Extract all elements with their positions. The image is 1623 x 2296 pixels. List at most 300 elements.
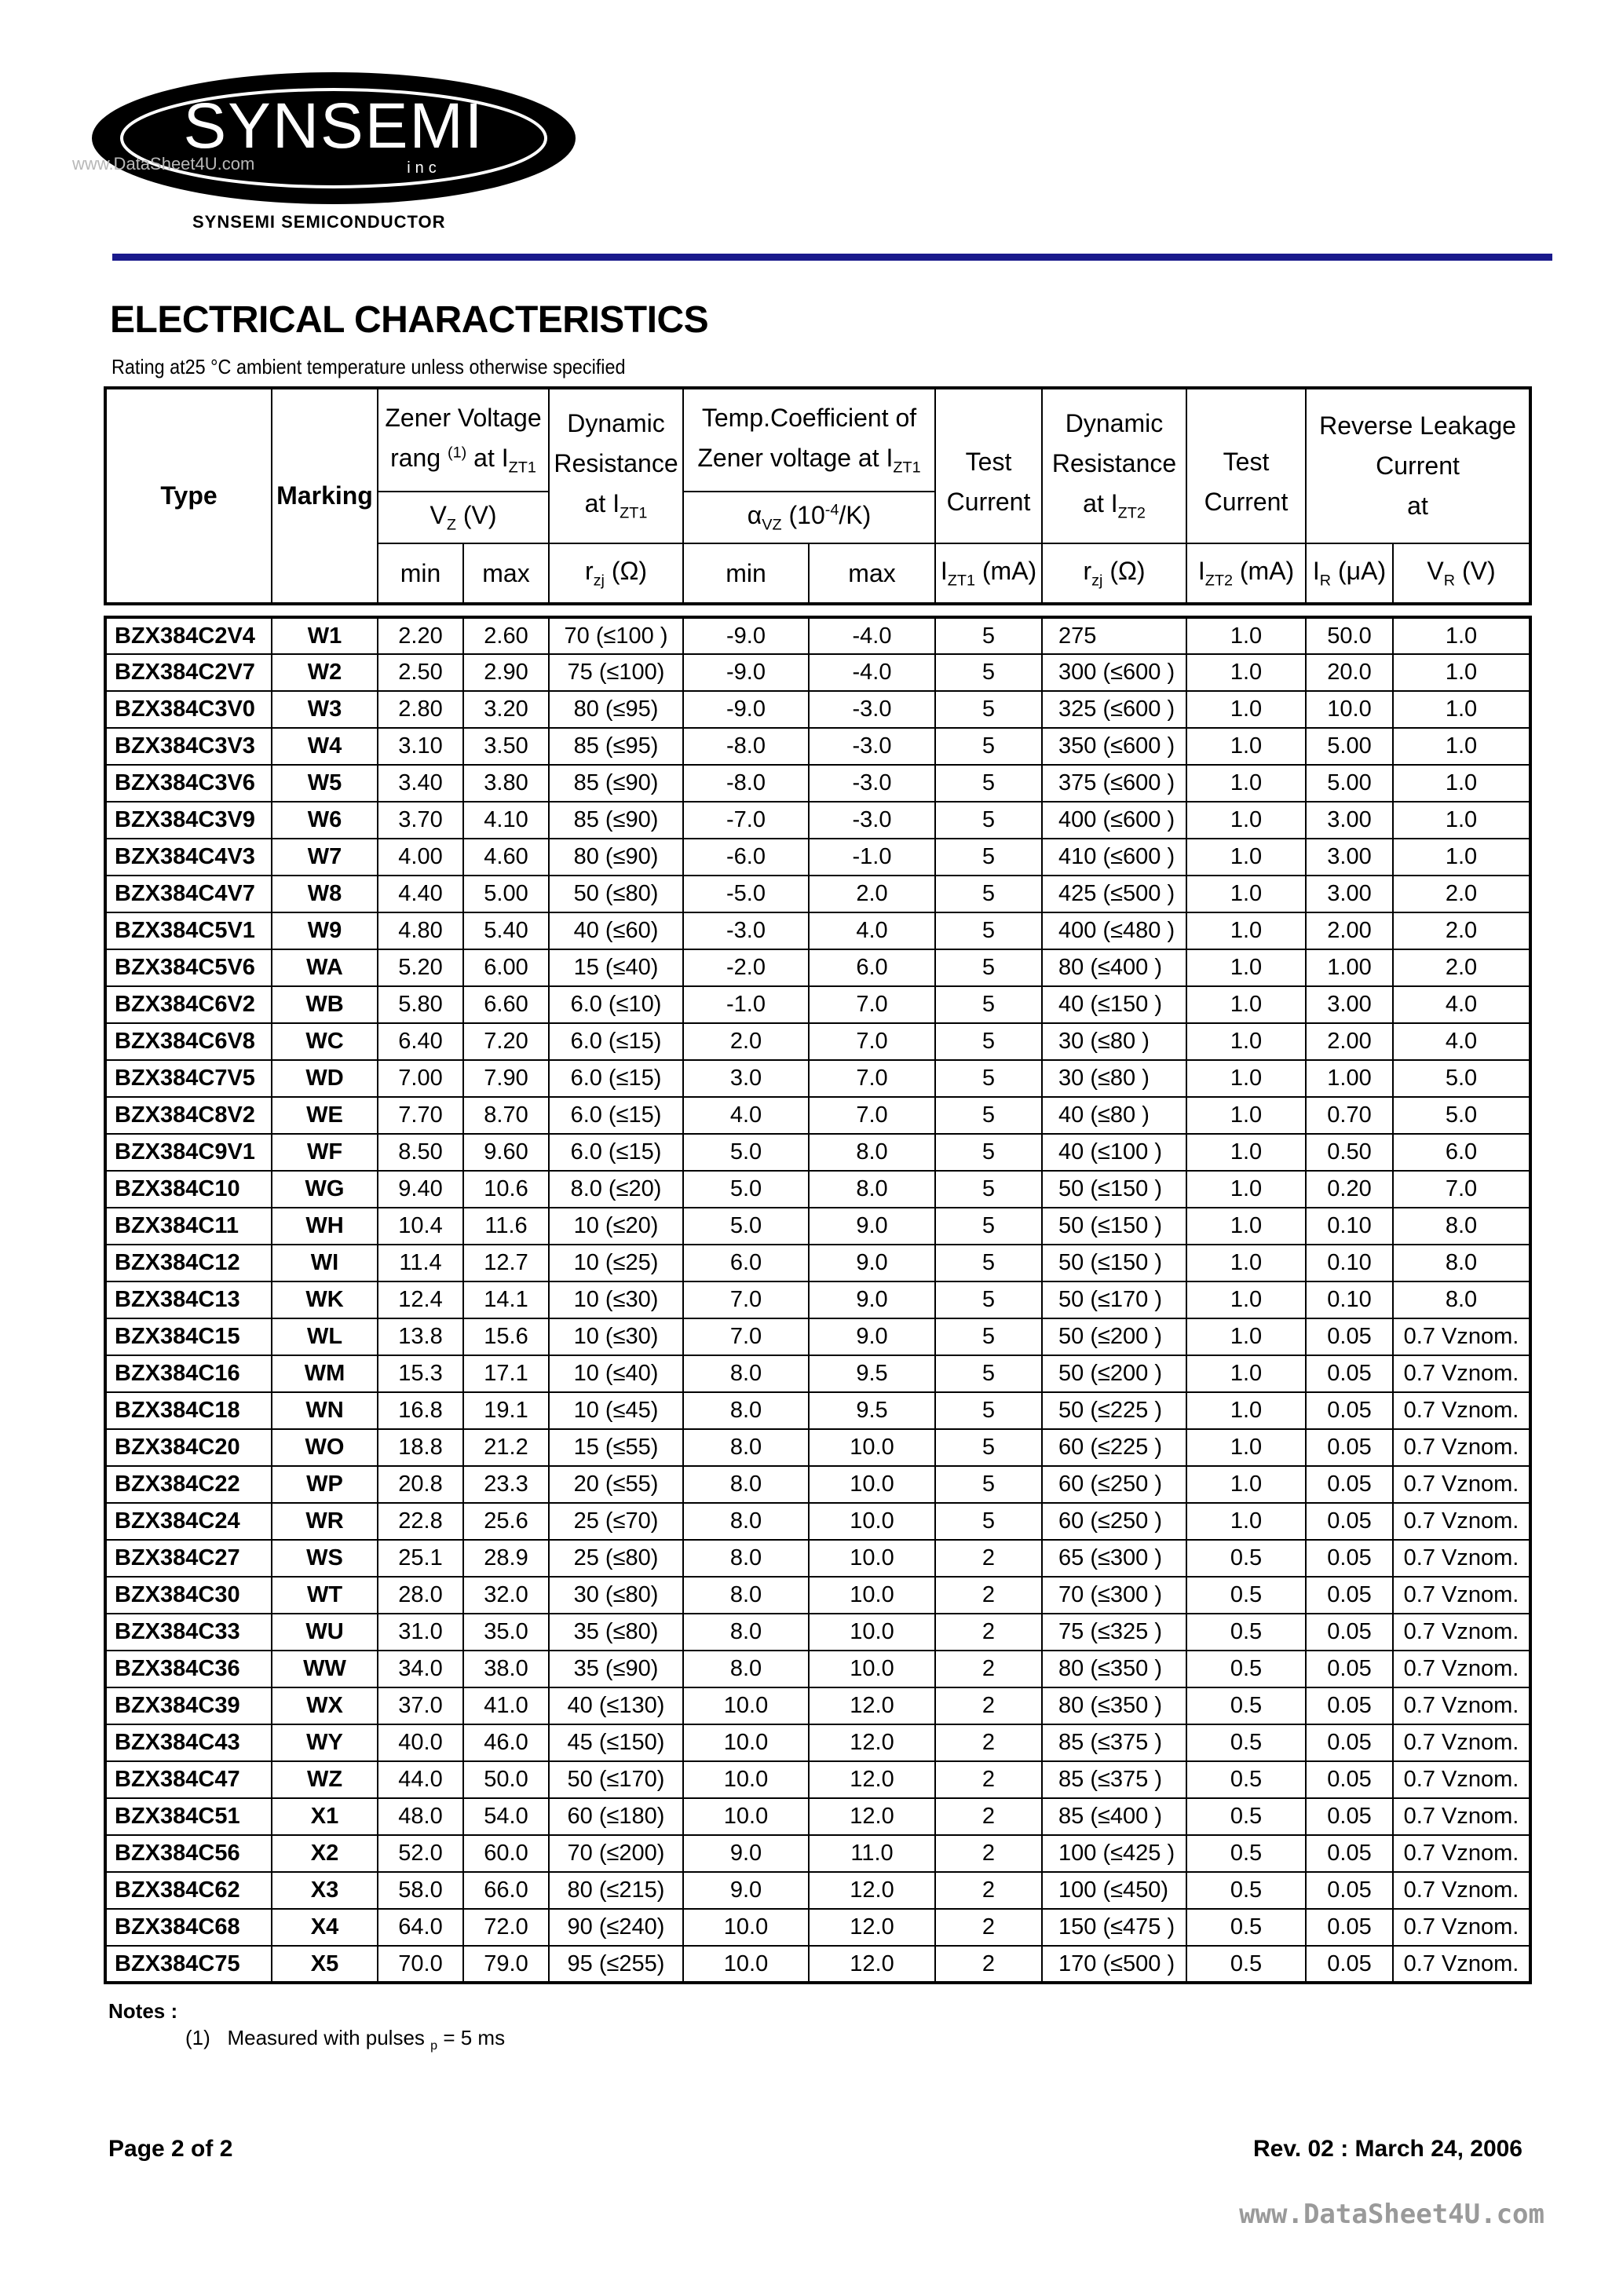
cell-alpha-max: -3.0: [809, 765, 935, 802]
cell-ir: 3.00: [1306, 839, 1393, 876]
table-row: [105, 1872, 1530, 1909]
cell-izt2: 1.0: [1186, 728, 1306, 765]
cell-ir: 5.00: [1306, 728, 1393, 765]
header-test-current-2: Test Current: [1186, 388, 1306, 543]
cell-vr: 0.7 Vznom.: [1393, 1872, 1530, 1909]
cell-rzj2: 80 (≤350 ): [1042, 1687, 1186, 1724]
cell-alpha-min: -8.0: [683, 765, 809, 802]
cell-rzj2: 50 (≤170 ): [1042, 1281, 1186, 1318]
table-row: [105, 1097, 1530, 1134]
cell-vz-min: 7.70: [378, 1097, 463, 1134]
cell-izt2: 1.0: [1186, 1392, 1306, 1429]
cell-izt1: 2: [935, 1835, 1042, 1872]
cell-type: BZX384C30: [105, 1577, 272, 1614]
cell-vz-min: 2.20: [378, 617, 463, 654]
cell-izt2: 1.0: [1186, 765, 1306, 802]
cell-vr: 1.0: [1393, 802, 1530, 839]
cell-marking: W7: [272, 839, 378, 876]
cell-type: BZX384C3V6: [105, 765, 272, 802]
header-alpha-min: min: [683, 543, 809, 604]
cell-type: BZX384C6V2: [105, 986, 272, 1023]
cell-vz-min: 2.80: [378, 691, 463, 728]
cell-vr: 0.7 Vznom.: [1393, 1577, 1530, 1614]
cell-alpha-min: 5.0: [683, 1208, 809, 1245]
cell-alpha-max: 9.5: [809, 1392, 935, 1429]
cell-vr: 0.7 Vznom.: [1393, 1503, 1530, 1540]
cell-izt1: 5: [935, 1134, 1042, 1171]
cell-ir: 1.00: [1306, 949, 1393, 986]
cell-ir: 0.05: [1306, 1540, 1393, 1577]
cell-rzj2: 410 (≤600 ): [1042, 839, 1186, 876]
cell-vr: 0.7 Vznom.: [1393, 1318, 1530, 1355]
cell-alpha-min: 3.0: [683, 1060, 809, 1097]
cell-vz-max: 5.00: [463, 876, 549, 912]
cell-vz-min: 48.0: [378, 1798, 463, 1835]
cell-rzj2: 400 (≤480 ): [1042, 912, 1186, 949]
cell-alpha-min: 8.0: [683, 1429, 809, 1466]
table-row: [105, 1651, 1530, 1687]
header-izt1: $I_{ZT1}$ (mA): [935, 543, 1042, 604]
cell-vr: 8.0: [1393, 1208, 1530, 1245]
cell-vz-min: 70.0: [378, 1946, 463, 1983]
cell-vz-min: 13.8: [378, 1318, 463, 1355]
cell-vz-max: 25.6: [463, 1503, 549, 1540]
cell-ir: 0.05: [1306, 1577, 1393, 1614]
cell-vr: 0.7 Vznom.: [1393, 1835, 1530, 1872]
cell-izt1: 5: [935, 1429, 1042, 1466]
cell-alpha-min: -3.0: [683, 912, 809, 949]
cell-ir: 0.05: [1306, 1392, 1393, 1429]
cell-rzj2: 375 (≤600 ): [1042, 765, 1186, 802]
cell-vz-max: 32.0: [463, 1577, 549, 1614]
cell-izt2: 0.5: [1186, 1835, 1306, 1872]
cell-alpha-max: 9.0: [809, 1318, 935, 1355]
cell-rzj1: 35 (≤80): [549, 1614, 683, 1651]
cell-vz-max: 14.1: [463, 1281, 549, 1318]
cell-alpha-min: -5.0: [683, 876, 809, 912]
cell-ir: 0.05: [1306, 1687, 1393, 1724]
cell-izt1: 5: [935, 765, 1042, 802]
cell-type: BZX384C36: [105, 1651, 272, 1687]
cell-type: BZX384C51: [105, 1798, 272, 1835]
header-vz-max: max: [463, 543, 549, 604]
cell-marking: WE: [272, 1097, 378, 1134]
cell-vr: 1.0: [1393, 765, 1530, 802]
cell-vz-max: 4.60: [463, 839, 549, 876]
cell-izt1: 5: [935, 1097, 1042, 1134]
cell-marking: WS: [272, 1540, 378, 1577]
cell-rzj2: 85 (≤375 ): [1042, 1761, 1186, 1798]
cell-vr: 5.0: [1393, 1060, 1530, 1097]
cell-rzj1: 10 (≤25): [549, 1245, 683, 1281]
cell-vr: 0.7 Vznom.: [1393, 1614, 1530, 1651]
cell-marking: X1: [272, 1798, 378, 1835]
cell-rzj1: 8.0 (≤20): [549, 1171, 683, 1208]
table-row: [105, 1577, 1530, 1614]
cell-marking: W1: [272, 617, 378, 654]
cell-rzj1: 25 (≤70): [549, 1503, 683, 1540]
cell-alpha-max: 10.0: [809, 1466, 935, 1503]
cell-vz-min: 20.8: [378, 1466, 463, 1503]
cell-izt2: 0.5: [1186, 1724, 1306, 1761]
cell-ir: 0.05: [1306, 1651, 1393, 1687]
cell-ir: 0.05: [1306, 1872, 1393, 1909]
synsemi-logo: [86, 69, 581, 210]
cell-marking: X2: [272, 1835, 378, 1872]
cell-marking: WP: [272, 1466, 378, 1503]
cell-izt1: 5: [935, 1023, 1042, 1060]
cell-rzj1: 50 (≤170): [549, 1761, 683, 1798]
cell-rzj2: 60 (≤250 ): [1042, 1503, 1186, 1540]
cell-rzj1: 20 (≤55): [549, 1466, 683, 1503]
table-row: [105, 949, 1530, 986]
cell-marking: WY: [272, 1724, 378, 1761]
cell-ir: 20.0: [1306, 654, 1393, 691]
cell-rzj1: 6.0 (≤15): [549, 1134, 683, 1171]
cell-ir: 0.10: [1306, 1245, 1393, 1281]
cell-ir: 10.0: [1306, 691, 1393, 728]
cell-vr: 1.0: [1393, 691, 1530, 728]
cell-rzj2: 50 (≤150 ): [1042, 1245, 1186, 1281]
cell-vz-max: 7.90: [463, 1060, 549, 1097]
cell-alpha-max: 9.0: [809, 1208, 935, 1245]
cell-alpha-min: 9.0: [683, 1835, 809, 1872]
cell-ir: 0.05: [1306, 1614, 1393, 1651]
cell-izt2: 0.5: [1186, 1651, 1306, 1687]
cell-izt2: 0.5: [1186, 1614, 1306, 1651]
cell-rzj2: 75 (≤325 ): [1042, 1614, 1186, 1651]
cell-vr: 0.7 Vznom.: [1393, 1392, 1530, 1429]
cell-rzj1: 30 (≤80): [549, 1577, 683, 1614]
cell-alpha-max: 6.0: [809, 949, 935, 986]
cell-type: BZX384C2V4: [105, 617, 272, 654]
cell-ir: 2.00: [1306, 1023, 1393, 1060]
cell-alpha-min: 8.0: [683, 1614, 809, 1651]
cell-ir: 3.00: [1306, 802, 1393, 839]
cell-vz-min: 52.0: [378, 1835, 463, 1872]
cell-vz-min: 44.0: [378, 1761, 463, 1798]
cell-alpha-min: 7.0: [683, 1318, 809, 1355]
cell-izt2: 1.0: [1186, 986, 1306, 1023]
table-header: [104, 386, 1532, 605]
cell-izt2: 0.5: [1186, 1761, 1306, 1798]
cell-alpha-max: 10.0: [809, 1429, 935, 1466]
cell-ir: 0.05: [1306, 1429, 1393, 1466]
cell-rzj2: 30 (≤80 ): [1042, 1023, 1186, 1060]
cell-rzj2: 170 (≤500 ): [1042, 1946, 1186, 1983]
cell-izt1: 5: [935, 691, 1042, 728]
cell-rzj1: 40 (≤130): [549, 1687, 683, 1724]
notes-label: Notes :: [108, 1999, 178, 2023]
cell-alpha-min: 5.0: [683, 1134, 809, 1171]
cell-alpha-min: 6.0: [683, 1245, 809, 1281]
table-row: [105, 1023, 1530, 1060]
cell-vz-min: 3.10: [378, 728, 463, 765]
cell-alpha-max: 10.0: [809, 1577, 935, 1614]
cell-vz-max: 50.0: [463, 1761, 549, 1798]
cell-rzj1: 45 (≤150): [549, 1724, 683, 1761]
cell-vr: 0.7 Vznom.: [1393, 1946, 1530, 1983]
cell-marking: X5: [272, 1946, 378, 1983]
cell-vz-max: 23.3: [463, 1466, 549, 1503]
cell-type: BZX384C20: [105, 1429, 272, 1466]
cell-vz-max: 60.0: [463, 1835, 549, 1872]
cell-izt1: 2: [935, 1687, 1042, 1724]
cell-type: BZX384C16: [105, 1355, 272, 1392]
cell-rzj2: 50 (≤150 ): [1042, 1171, 1186, 1208]
cell-marking: WL: [272, 1318, 378, 1355]
table-row: [105, 802, 1530, 839]
watermark: www.DataSheet4U.com: [1239, 2199, 1544, 2230]
cell-vz-min: 3.40: [378, 765, 463, 802]
cell-ir: 0.70: [1306, 1097, 1393, 1134]
cell-vz-max: 3.20: [463, 691, 549, 728]
cell-marking: WT: [272, 1577, 378, 1614]
cell-rzj1: 75 (≤100): [549, 654, 683, 691]
table-row: [105, 1687, 1530, 1724]
cell-vr: 0.7 Vznom.: [1393, 1724, 1530, 1761]
cell-rzj2: 30 (≤80 ): [1042, 1060, 1186, 1097]
table-row: [105, 728, 1530, 765]
cell-marking: WX: [272, 1687, 378, 1724]
cell-izt1: 5: [935, 1208, 1042, 1245]
cell-vz-max: 54.0: [463, 1798, 549, 1835]
cell-type: BZX384C18: [105, 1392, 272, 1429]
cell-type: BZX384C2V7: [105, 654, 272, 691]
cell-vz-max: 11.6: [463, 1208, 549, 1245]
cell-type: BZX384C8V2: [105, 1097, 272, 1134]
header-izt2: $I_{ZT2}$ (mA): [1186, 543, 1306, 604]
cell-rzj1: 40 (≤60): [549, 912, 683, 949]
table-row: [105, 1724, 1530, 1761]
cell-izt1: 5: [935, 617, 1042, 654]
cell-izt2: 1.0: [1186, 1466, 1306, 1503]
cell-marking: WO: [272, 1429, 378, 1466]
table-row: [105, 1245, 1530, 1281]
cell-izt1: 5: [935, 949, 1042, 986]
cell-ir: 0.05: [1306, 1835, 1393, 1872]
cell-ir: 0.10: [1306, 1281, 1393, 1318]
cell-vz-min: 2.50: [378, 654, 463, 691]
cell-izt1: 5: [935, 1060, 1042, 1097]
cell-alpha-max: 4.0: [809, 912, 935, 949]
cell-vz-min: 6.40: [378, 1023, 463, 1060]
cell-alpha-max: 7.0: [809, 986, 935, 1023]
cell-izt1: 2: [935, 1761, 1042, 1798]
cell-vz-max: 7.20: [463, 1023, 549, 1060]
cell-rzj1: 95 (≤255): [549, 1946, 683, 1983]
cell-vz-max: 41.0: [463, 1687, 549, 1724]
revision-date: Rev. 02 : March 24, 2006: [1253, 2136, 1522, 2162]
cell-izt2: 0.5: [1186, 1540, 1306, 1577]
cell-izt2: 1.0: [1186, 802, 1306, 839]
cell-alpha-max: 12.0: [809, 1909, 935, 1946]
cell-izt2: 0.5: [1186, 1946, 1306, 1983]
cell-izt2: 1.0: [1186, 654, 1306, 691]
cell-marking: X3: [272, 1872, 378, 1909]
cell-alpha-min: 10.0: [683, 1687, 809, 1724]
cell-alpha-max: 11.0: [809, 1835, 935, 1872]
header-divider: [112, 254, 1552, 261]
cell-vr: 8.0: [1393, 1281, 1530, 1318]
cell-vz-min: 37.0: [378, 1687, 463, 1724]
cell-ir: 0.05: [1306, 1466, 1393, 1503]
cell-izt1: 5: [935, 802, 1042, 839]
header-rzj-2: $r_{zj}$ (Ω): [1042, 543, 1186, 604]
cell-type: BZX384C43: [105, 1724, 272, 1761]
header-test-current-1: Test Current: [935, 388, 1042, 543]
cell-rzj1: 10 (≤45): [549, 1392, 683, 1429]
cell-marking: WZ: [272, 1761, 378, 1798]
cell-alpha-max: -1.0: [809, 839, 935, 876]
cell-alpha-min: 5.0: [683, 1171, 809, 1208]
page-title: ELECTRICAL CHARACTERISTICS: [110, 299, 709, 341]
note-item: (1) Measured with pulses $_p$ = 5 ms: [185, 2026, 506, 2053]
cell-vz-min: 18.8: [378, 1429, 463, 1466]
cell-marking: WK: [272, 1281, 378, 1318]
cell-alpha-max: -3.0: [809, 728, 935, 765]
table-row: [105, 1798, 1530, 1835]
table-row: [105, 1171, 1530, 1208]
cell-rzj2: 275: [1042, 617, 1186, 654]
cell-marking: WF: [272, 1134, 378, 1171]
cell-ir: 1.00: [1306, 1060, 1393, 1097]
cell-vz-max: 6.00: [463, 949, 549, 986]
cell-vz-min: 9.40: [378, 1171, 463, 1208]
cell-izt1: 5: [935, 1503, 1042, 1540]
cell-marking: WU: [272, 1614, 378, 1651]
cell-alpha-min: 10.0: [683, 1761, 809, 1798]
cell-izt1: 5: [935, 1392, 1042, 1429]
table-row: [105, 1281, 1530, 1318]
cell-alpha-max: 10.0: [809, 1614, 935, 1651]
cell-izt1: 2: [935, 1614, 1042, 1651]
cell-vr: 0.7 Vznom.: [1393, 1909, 1530, 1946]
cell-rzj1: 70 (≤100 ): [549, 617, 683, 654]
table-row: [105, 1392, 1530, 1429]
cell-type: BZX384C4V3: [105, 839, 272, 876]
cell-vr: 0.7 Vznom.: [1393, 1761, 1530, 1798]
cell-marking: W4: [272, 728, 378, 765]
cell-alpha-min: -9.0: [683, 617, 809, 654]
cell-izt2: 1.0: [1186, 1281, 1306, 1318]
cell-izt1: 5: [935, 728, 1042, 765]
cell-alpha-max: 9.5: [809, 1355, 935, 1392]
cell-izt2: 1.0: [1186, 1208, 1306, 1245]
cell-ir: 0.05: [1306, 1946, 1393, 1983]
cell-vr: 4.0: [1393, 1023, 1530, 1060]
cell-izt1: 5: [935, 912, 1042, 949]
table-row: [105, 1060, 1530, 1097]
cell-ir: 0.05: [1306, 1909, 1393, 1946]
cell-vr: 0.7 Vznom.: [1393, 1466, 1530, 1503]
cell-vz-min: 15.3: [378, 1355, 463, 1392]
cell-vz-min: 31.0: [378, 1614, 463, 1651]
cell-ir: 0.05: [1306, 1355, 1393, 1392]
cell-marking: WG: [272, 1171, 378, 1208]
cell-vz-max: 3.80: [463, 765, 549, 802]
cell-ir: 50.0: [1306, 617, 1393, 654]
cell-rzj1: 10 (≤40): [549, 1355, 683, 1392]
cell-izt2: 1.0: [1186, 1245, 1306, 1281]
cell-vr: 2.0: [1393, 912, 1530, 949]
header-vr: $V_R$ (V): [1393, 543, 1530, 604]
cell-izt2: 0.5: [1186, 1687, 1306, 1724]
cell-alpha-max: 12.0: [809, 1798, 935, 1835]
cell-alpha-max: 7.0: [809, 1023, 935, 1060]
cell-vr: 4.0: [1393, 986, 1530, 1023]
cell-rzj2: 40 (≤150 ): [1042, 986, 1186, 1023]
cell-vz-max: 4.10: [463, 802, 549, 839]
cell-rzj2: 50 (≤200 ): [1042, 1318, 1186, 1355]
cell-vz-max: 21.2: [463, 1429, 549, 1466]
table-row: [105, 986, 1530, 1023]
cell-alpha-min: -9.0: [683, 691, 809, 728]
cell-rzj2: 300 (≤600 ): [1042, 654, 1186, 691]
cell-vz-max: 79.0: [463, 1946, 549, 1983]
table-row: [105, 654, 1530, 691]
cell-type: BZX384C3V9: [105, 802, 272, 839]
characteristics-table: [104, 616, 1532, 1984]
cell-type: BZX384C39: [105, 1687, 272, 1724]
cell-marking: WD: [272, 1060, 378, 1097]
cell-rzj1: 15 (≤55): [549, 1429, 683, 1466]
cell-izt1: 5: [935, 1171, 1042, 1208]
cell-vr: 2.0: [1393, 949, 1530, 986]
cell-izt1: 2: [935, 1651, 1042, 1687]
cell-izt2: 1.0: [1186, 1318, 1306, 1355]
cell-izt2: 1.0: [1186, 1171, 1306, 1208]
cell-rzj2: 80 (≤350 ): [1042, 1651, 1186, 1687]
cell-rzj1: 10 (≤30): [549, 1281, 683, 1318]
header-dynamic-resistance-2: Dynamic Resistance at $I_{ZT2}$: [1042, 388, 1186, 543]
cell-rzj1: 80 (≤215): [549, 1872, 683, 1909]
header-rzj-1: $r_{zj}$ (Ω): [549, 543, 683, 604]
cell-rzj2: 65 (≤300 ): [1042, 1540, 1186, 1577]
cell-alpha-min: 8.0: [683, 1355, 809, 1392]
cell-vr: 0.7 Vznom.: [1393, 1540, 1530, 1577]
cell-marking: W2: [272, 654, 378, 691]
cell-type: BZX384C3V0: [105, 691, 272, 728]
cell-type: BZX384C4V7: [105, 876, 272, 912]
cell-vz-min: 5.80: [378, 986, 463, 1023]
cell-izt2: 1.0: [1186, 1097, 1306, 1134]
cell-vr: 0.7 Vznom.: [1393, 1355, 1530, 1392]
cell-marking: WN: [272, 1392, 378, 1429]
table-row: [105, 1503, 1530, 1540]
cell-izt2: 1.0: [1186, 1355, 1306, 1392]
cell-izt1: 2: [935, 1946, 1042, 1983]
cell-rzj2: 400 (≤600 ): [1042, 802, 1186, 839]
cell-vr: 1.0: [1393, 839, 1530, 876]
cell-vz-max: 2.60: [463, 617, 549, 654]
cell-rzj2: 100 (≤450): [1042, 1872, 1186, 1909]
cell-vz-min: 4.40: [378, 876, 463, 912]
cell-type: BZX384C62: [105, 1872, 272, 1909]
svg-text:SYNSEMI: SYNSEMI: [183, 90, 484, 162]
cell-rzj2: 85 (≤375 ): [1042, 1724, 1186, 1761]
cell-ir: 0.50: [1306, 1134, 1393, 1171]
cell-izt2: 1.0: [1186, 839, 1306, 876]
table-row: [105, 1835, 1530, 1872]
cell-vz-max: 2.90: [463, 654, 549, 691]
cell-type: BZX384C75: [105, 1946, 272, 1983]
table-row: [105, 617, 1530, 654]
header-type: Type: [105, 388, 272, 604]
cell-alpha-max: 12.0: [809, 1872, 935, 1909]
cell-marking: W3: [272, 691, 378, 728]
cell-izt1: 2: [935, 1724, 1042, 1761]
